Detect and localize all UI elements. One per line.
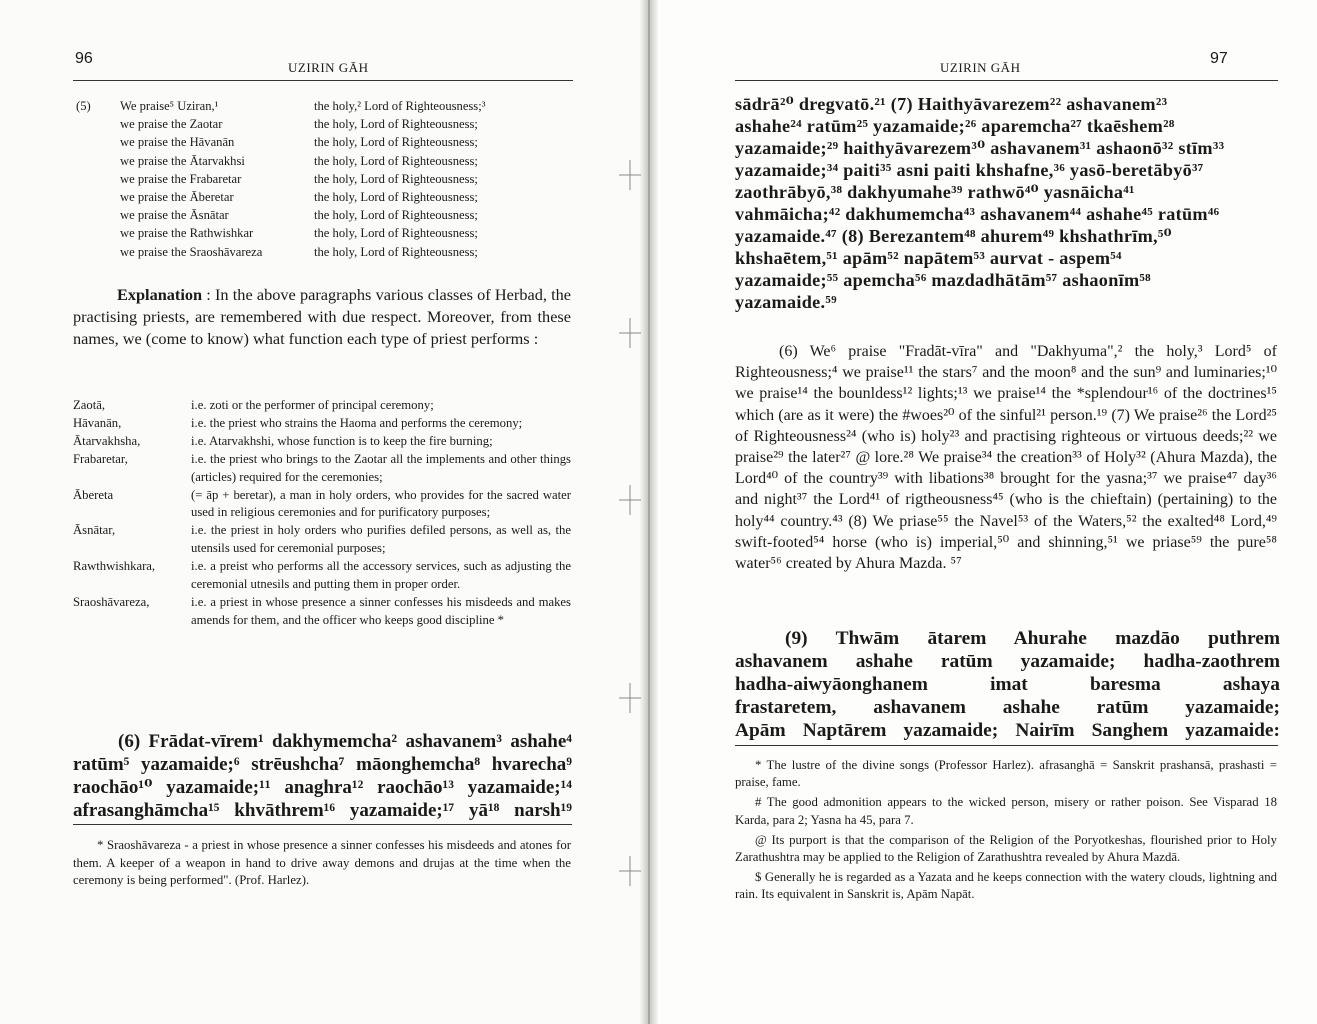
verse-number: (5) xyxy=(76,99,91,113)
definition-desc: i.e. a priest in whose presence a sinner confesses his misdeeds and makes amends for them, and the officer who keeps good discipline * xyxy=(191,594,571,627)
praise-col: we praise the Āberetar xyxy=(120,190,234,205)
registration-mark-icon xyxy=(619,485,641,515)
definition-row xyxy=(73,415,571,433)
verse-row xyxy=(76,170,576,188)
verse-line: hadha-aiwyāonghanem imat baresma ashaya xyxy=(735,674,1280,695)
footnote-rule xyxy=(73,824,572,825)
verse-row xyxy=(76,224,576,242)
footnote: # The good admonition appears to the wicked person, misery or rather poison. See Visparad 18 Karda, para 2; Yasna ha 45, para 7. xyxy=(735,795,1277,827)
definition-row xyxy=(73,594,571,630)
verse-row xyxy=(76,152,576,170)
translit-line: yazamaide.⁵⁹ xyxy=(735,292,837,312)
footnote-rule xyxy=(735,745,1278,746)
holy-col: the holy, Lord of Righteousness; xyxy=(314,117,478,132)
holy-col: the holy, Lord of Righteousness; xyxy=(314,135,478,150)
definition-desc: i.e. Atarvakhshi, whose function is to keep the fire burning; xyxy=(191,433,493,448)
book-gutter xyxy=(640,0,658,1024)
registration-mark-icon xyxy=(619,856,641,886)
translit-line: khshaētem,⁵¹ apām⁵² napātem⁵³ aurvat - aspem⁵⁴ xyxy=(735,248,1122,268)
avestan-transliteration xyxy=(735,93,1279,313)
definition-term: Ātarvakhsha, xyxy=(73,433,141,448)
left-page xyxy=(0,0,648,1024)
registration-mark-icon xyxy=(619,160,641,190)
running-head: UZIRIN GĀH xyxy=(288,60,369,75)
explanation-text: : In the above paragraphs various classes of Herbad, the practising priests, are remembered with due respect. Moreover, from these names, we (come to know) what function each type of priest performs : xyxy=(73,285,572,348)
translit-line: yazamaide;³⁴ paiti³⁵ asni paiti khshafne,³⁶ yasō-beretābyō³⁷ xyxy=(735,160,1204,180)
translit-line: sādrā²⁰ dregvatō.²¹ (7) Haithyāvarezem²² ashavanem²³ xyxy=(735,94,1168,114)
verse-row xyxy=(76,133,576,151)
verse-line: ashavanem ashahe ratūm yazamaide; hadha-zaothrem xyxy=(735,651,1280,672)
translit-line: vahmāicha;⁴² dakhumemcha⁴³ ashavanem⁴⁴ ashahe⁴⁵ ratūm⁴⁶ xyxy=(735,204,1220,224)
translit-line: yazamaide;⁵⁵ apemcha⁵⁶ mazdadhātām⁵⁷ ashaonīm⁵⁸ xyxy=(735,270,1151,290)
verse-line: (9) Thwām ātarem Ahurahe mazdāo puthrem xyxy=(785,628,1280,649)
definition-row xyxy=(73,451,571,487)
explanation-label: Explanation xyxy=(117,285,203,304)
definition-term: Rawthwishkara, xyxy=(73,559,156,574)
verse-line: ratūm⁵ yazamaide;⁶ strēushcha⁷ māonghemcha⁸ hvarecha⁹ xyxy=(73,754,572,775)
praise-col: we praise the Hāvanān xyxy=(120,135,235,150)
footnote: * The lustre of the divine songs (Professor Harlez). afrasanghā = Sanskrit prashansā, prashasti = praise, fame. xyxy=(735,758,1277,790)
holy-col: the holy,² Lord of Righteousness;³ xyxy=(314,99,486,113)
verse-line: Apām Naptārem yazamaide; Nairīm Sanghem yazamaide: xyxy=(735,720,1280,741)
holy-col: the holy, Lord of Righteousness; xyxy=(314,190,478,205)
holy-col: the holy, Lord of Righteousness; xyxy=(314,226,478,241)
registration-mark-icon xyxy=(619,683,641,713)
definition-term: Hāvanān, xyxy=(73,415,122,430)
verse-row xyxy=(76,97,576,115)
definition-desc: i.e. the priest who brings to the Zaotar all the implements and other things (articles) required for the ceremonies; xyxy=(191,451,571,484)
verse-line: (6) Frādat-vīrem¹ dakhymemcha² ashavanem³ ashahe⁴ xyxy=(118,731,572,752)
verse-row xyxy=(76,188,576,206)
verse-row xyxy=(76,206,576,224)
praise-col: we praise the Frabaretar xyxy=(120,171,242,186)
praise-col: we praise the Zaotar xyxy=(120,117,223,132)
definition-row xyxy=(73,397,571,415)
verse-5-list xyxy=(76,97,576,261)
verse-row xyxy=(76,115,576,133)
translit-line: yazamaide;²⁹ haithyāvarezem³⁰ ashavanem³¹ ashaonō³² stīm³³ xyxy=(735,138,1225,158)
holy-col: the holy, Lord of Righteousness; xyxy=(314,171,478,186)
definition-row xyxy=(73,558,571,594)
praise-col: we praise the Ātarvakhsi xyxy=(120,153,245,168)
holy-col: the holy, Lord of Righteousness; xyxy=(314,153,478,168)
translit-line: yazamaide.⁴⁷ (8) Berezantem⁴⁸ ahurem⁴⁹ khshathrīm,⁵⁰ xyxy=(735,226,1172,246)
definition-desc: (= āp + beretar), a man in holy orders, who provides for the sacred water used in religious ceremonies and for purificatory purposes; xyxy=(191,487,571,520)
praise-col: we praise the Āsnātar xyxy=(120,208,229,223)
definition-term: Frabaretar, xyxy=(73,451,128,466)
explanation-paragraph xyxy=(73,284,571,350)
definition-desc: i.e. the priest who strains the Haoma and performs the ceremony; xyxy=(191,415,523,430)
verse-row xyxy=(76,243,576,261)
praise-col: we praise the Rathwishkar xyxy=(120,226,254,241)
priest-definitions xyxy=(73,397,571,630)
verse-9-avestan xyxy=(735,627,1280,742)
header-rule xyxy=(73,80,573,81)
registration-mark-icon xyxy=(619,318,641,348)
holy-col: the holy, Lord of Righteousness; xyxy=(314,208,478,223)
translit-line: zaothrābyō,³⁸ dakhyumahe³⁹ rathwō⁴⁰ yasnāicha⁴¹ xyxy=(735,182,1135,202)
footnote: * Sraoshāvareza - a priest in whose presence a sinner confesses his misdeeds and atones for them. A keeper of a weapon in hand to drive away demons and drujas at the time when the ceremony is being performed". (Prof. Harlez). xyxy=(73,838,571,888)
verse-line: afrasanghāmcha¹⁵ khvāthrem¹⁶ yazamaide;¹⁷ yā¹⁸ narsh¹⁹ xyxy=(73,800,572,821)
footnote: $ Generally he is regarded as a Yazata and he keeps connection with the watery clouds, lightning and rain. Its equivalent in Sanskrit is, Apām Napāt. xyxy=(735,870,1277,902)
verse-line: raochāo¹⁰ yazamaide;¹¹ anaghra¹² raochāo¹³ yazamaide;¹⁴ xyxy=(73,777,572,798)
praise-col: we praise the Sraoshāvareza xyxy=(120,244,263,259)
definition-desc: i.e. the priest in holy orders who purifies defiled persons, as well as, the utensils used for ceremonial purposes; xyxy=(191,523,571,556)
definition-row xyxy=(73,487,571,523)
definition-term: Āsnātar, xyxy=(73,523,116,538)
verse-line: frastaretem, ashavanem ashahe ratūm yazamaide; xyxy=(735,697,1280,718)
translation-text: (6) We⁶ praise "Fradāt-vīra" and "Dakhyuma",² the holy,³ Lord⁵ of Righteousness;⁴ we praise¹¹ the stars⁷ and the moon⁸ and the sun⁹ and luminaries;¹⁰ we praise¹⁴ the bounldess¹² lights;¹³ we praise¹⁴ the *splendour¹⁶ of the doctrines¹⁵ which (are as it were) the #woes²⁰ of the sinful²¹ person.¹⁹ (7) We praise²⁶ the Lord²⁵ of Righteousness²⁴ (who is) holy²³ and practising righteous or virtuous deeds;²² we praise²⁹ the later²⁷ @ lore.²⁸ We praise³⁴ the creation³³ of Holy³² (Ahura Mazda), the Lord⁴⁰ of the country³⁹ with libations³⁸ brought for the yasna;³⁷ we praise⁴⁷ day³⁶ and night³⁷ the Lord⁴¹ of rigtheousness⁴⁵ (who is the chieftain) (pertaining) to the holy⁴⁴ country.⁴³ (8) We priase⁵⁵ the Navel⁵³ of the Waters,⁵² the exalted⁴⁸ Lord,⁴⁹ swift-footed⁵⁴ horse (who is) imperial,⁵⁰ and shinning,⁵¹ we priase⁵⁹ the pure⁵⁸ water⁵⁶ created by Ahura Mazda. ⁵⁷ xyxy=(735,343,1277,573)
holy-col: the holy, Lord of Righteousness; xyxy=(314,244,478,259)
praise-col: We praise⁵ Uziran,¹ xyxy=(120,99,219,113)
footnote: @ Its purport is that the comparison of the Religion of the Poryotkeshas, flourished prior to Holy Zarathushtra may be applied to the Religion of Zarathushtra revealed by Ahura Mazdā. xyxy=(735,832,1277,865)
verse-6-avestan xyxy=(73,730,572,822)
right-page xyxy=(648,0,1317,1024)
header-rule xyxy=(735,80,1278,81)
definition-row xyxy=(73,522,571,558)
page-number: 97 xyxy=(1210,50,1228,67)
running-head: UZIRIN GĀH xyxy=(940,60,1021,75)
english-translation xyxy=(735,341,1277,574)
definition-desc: i.e. zoti or the performer of principal ceremony; xyxy=(191,398,434,412)
translit-line: ashahe²⁴ ratūm²⁵ yazamaide;²⁶ aparemcha²⁷ tkaēshem²⁸ xyxy=(735,116,1175,136)
footnotes xyxy=(735,757,1277,907)
definition-row xyxy=(73,433,571,451)
definition-term: Ābereta xyxy=(73,487,114,502)
definition-desc: i.e. a preist who performs all the accessory services, such as adjusting the ceremonial utnesils and putting them in proper order. xyxy=(191,559,571,592)
definition-term: Sraoshāvareza, xyxy=(73,594,150,609)
definition-term: Zaotā, xyxy=(73,398,106,412)
page-number: 96 xyxy=(75,50,93,67)
